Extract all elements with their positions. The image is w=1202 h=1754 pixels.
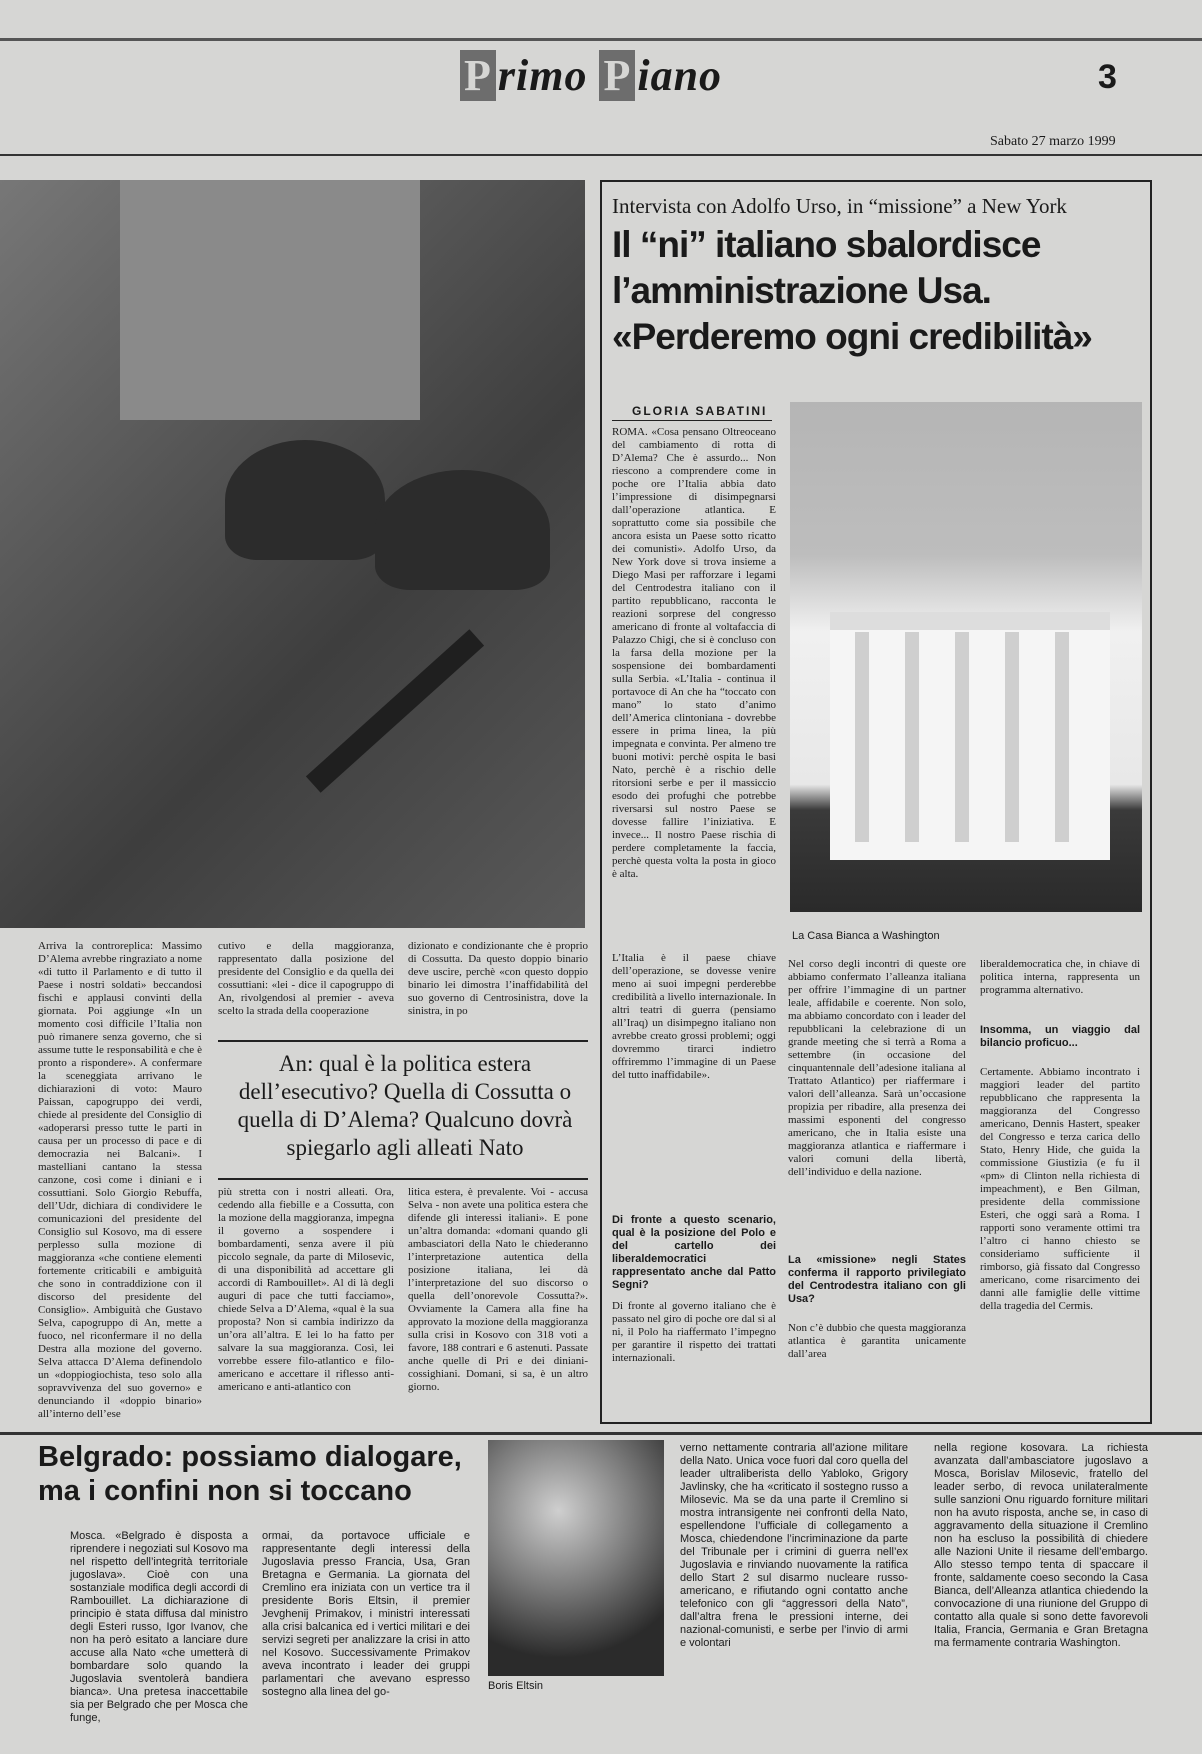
column-shape	[1005, 632, 1019, 842]
interview-answer-2: Non c’è dubbio che questa maggioranza atlantica è garantita unicamente dall’area	[788, 1322, 966, 1360]
helmet-shape	[375, 470, 550, 590]
header-rule	[0, 154, 1202, 156]
masthead-cap-p2: P	[599, 50, 635, 101]
white-house-photo	[790, 402, 1142, 912]
interview-col2: L’Italia è il paese chiave dell’operazione, se dovesse venire meno ai suoi impegni perderebbe credibilità a livello internazionale. In altri teatri di guerra (pensiamo all’Iraq) un disimpegno italiano non avrebbe creato grossi problemi; oggi dovremmo tirarci indietro offriremmo l’immagine di un Paese del tutto inaffidabile».	[612, 952, 776, 1081]
issue-date: Sabato 27 marzo 1999	[990, 134, 1116, 149]
interview-col1: ROMA. «Cosa pensano Oltreoceano del cambiamento di rotta di D’Alema? Che è assurdo... Non riescono a comprendere come in poche ore l’Italia abbia dato l’impressione di disimpegnarsi dall’operazione atlantica. E soprattutto come sia possibile che ancora esista un Paese sotto ricatto dei comunisti». Adolfo Urso, da New York dove si trova insieme a Diego Masi per rafforzare i legami del Centrodestra italiano con il partito repubblicano, racconta le reazioni sorprese del congresso americano di fronte al voltafaccia di Palazzo Chigi, che si è concluso con la farsa della mozione per la sospensione dei bombardamenti sulla Serbia. «L’Italia - continua il portavoce di An che ha “toccato con mano” lo stato d’animo dell’America clintoniana - dovrebbe essere in prima linea, la più impegnata e convinta. Per almeno tre buoni motivi: perchè ospita le basi Nato, perchè è a rischio delle ritorsioni serbe e per il massiccio esodo dei profughi che potrebbe riversarsi sul nostro Paese se dovesse fallire l’iniziativa. E invece... Il nostro Paese rischia di perdere completamente la faccia, perchè questa volta la posta in gioco è alta.	[612, 426, 776, 880]
eltsin-photo	[488, 1440, 664, 1676]
interview-col4a: liberaldemocratica che, in chiave di politica interna, rappresenta un programma alternativo.	[980, 958, 1140, 996]
white-house-caption: La Casa Bianca a Washington	[792, 930, 940, 942]
article-kicker: Intervista con Adolfo Urso, in “missione” a New York	[612, 194, 1067, 218]
left-article-col2-top: cutivo e della maggioranza, rappresentato dalla posizione del presidente del Consiglio e da quella dei cossuttiani: «lei - dice il capogruppo di An, rivolgendosi al premier - aveva scelto la strada della cooperazione	[218, 940, 394, 1017]
bottom-article-col1: Mosca. «Belgrado è disposta a riprendere i negoziati sul Kosovo ma nel rispetto dell’integrità territoriale jugoslava». Cioè con una sostanziale modifica degli accordi di Rambouillet. La dichiarazione di principio è stata diffusa dal ministro degli Esteri russo, Igor Ivanov, che non ha però esitato a lanciare dure accuse alla Nato «che umetterà di bombardare solo quando la Jugoslavia sventolerà bandiera bianca». Una pretesa inaccettabile sia per Belgrado che per Mosca che funge,	[70, 1530, 248, 1724]
top-rule	[0, 38, 1202, 41]
section-masthead	[460, 50, 722, 101]
pullquote-rule-top	[218, 1040, 588, 1042]
interview-question-3: Insomma, un viaggio dal bilancio proficuo...	[980, 1024, 1140, 1049]
masthead-word2: iano	[637, 51, 723, 100]
column-shape	[1055, 632, 1069, 842]
interview-question-2: La «missione» negli States conferma il rapporto privilegiato del Centrodestra italiano con gli Usa?	[788, 1254, 966, 1305]
interview-question-1: Di fronte a questo scenario, qual è la posizione del Polo e del cartello dei liberaldemocratici rappresentato anche dal Patto Segni?	[612, 1214, 776, 1291]
left-article-col2-bottom: più stretta con i nostri alleati. Ora, cedendo alla fiebille e a Cossutta, con la mozione della maggioranza, impegna il governo a sospendere i bombardamenti, senza avere il più piccolo segnale, da parte di Milosevic, di una disponibilità ad accettare gli accordi di Rambouillet». Al di là degli auguri di pace che tutti facciamo», chiede Selva a D’Alema, «qual è la sua proposta? Non si cambia indirizzo da un’ora all’altra. E lei lo ha fatto per salvare la sua maggioranza. Così, lei vorrebbe essere filo-atlantico e filo-americano e accettare il riflesso anti-americano e anti-atlantico con	[218, 1186, 394, 1393]
bottom-article-col4: nella regione kosovara. La richiesta avanzata dall’ambasciatore jugoslavo a Mosca, Borislav Milosevic, fratello del leader serbo, di revoca unilateralmente sulle sanzioni Onu riguardo forniture militari non ha avuto risposta, anche se, in caso di aggravamento della situazione il Cremlino non ha escluso la possibilità di chiedere alle Nazioni Unite il riesame dell’embargo. Allo stesso tempo tenta di spaccare il fronte, saldamente coeso secondo la Casa Bianca, dell’Alleanza atlantica chiedendo la convocazione di una riunione del Gruppo di contatto alla quale si sono dette favorevoli Italia, Francia, Germania e Gran Bretagna ma fermamente contraria Washington.	[934, 1442, 1148, 1649]
byline-rule	[612, 420, 772, 421]
column-shape	[855, 632, 869, 842]
bottom-article-col2: ormai, da portavoce ufficiale e rappresentante degli interessi della Jugoslavia presso Francia, Usa, Gran Bretagna e Germania. La giornata del Cremlino era iniziata con un vertice tra il presidente Boris Eltsin, il premier Jevghenij Primakov, i ministri interessati alla crisi balcanica ed i vertici militari e dei servizi segreti per analizzare la crisi in atto nel Kosovo. Successivamente Primakov aveva incontrato i leader dei gruppi parlamentari che avevano espresso sostegno alla linea del go-	[262, 1530, 470, 1698]
article-headline: Il “ni” italiano sbalordisce l’amministrazione Usa. «Perderemo ogni credibilità»	[612, 224, 1092, 357]
eltsin-caption: Boris Eltsin	[488, 1680, 544, 1692]
interview-answer-1: Di fronte al governo italiano che è passato nel giro di poche ore dal sì al ni, il Polo ha riaffermato l’impegno per garantire il rispetto dei trattati internazionali.	[612, 1300, 776, 1364]
interview-col4b: Certamente. Abbiamo incontrato i maggiori leader del partito repubblicano che rappresenta la maggioranza del Congresso americano, Dennis Hastert, speaker del Congresso e terza carica dello Stato, Henry Hide, che guida la commissione Giustizia (e fu il «pm» di Clinton nella richiesta di impeachment), e Ben Gilman, presidente della commissione Esteri, che oggi sarà a Roma. I rapporti sono veramente ottimi tra l’altro ci hanno chiesto se consideriamo sufficiente il rimborso, già fissato dal Congresso americano, come risarcimento dei danni alle famiglie delle vittime della tragedia del Cermis.	[980, 1066, 1140, 1312]
interview-col3: Nel corso degli incontri di queste ore abbiamo confermato l’alleanza italiana per offrire l’immagine di un partner leale, affidabile e coerente. Non solo, ma abbiamo concordato con i leader del repubblicani la celebrazione di un grande meeting che si terrà a Roma a settembre (in occasione del cinquantennale dell’adesione italiana al Trattato Atlantico) per riaffermare i valori dell’alleanza. Sarà un’occasione propizia per ribadire, alla presenza dei massimi esponenti del congresso americano, che in Italia esiste una maggioranza atlantica e riaffermare i valori comuni della libertà, dell’individuo e della nazione.	[788, 958, 966, 1178]
bottom-article-col3: verno nettamente contraria all’azione militare della Nato. Unica voce fuori dal coro quella del leader ultraliberista dello Yabloko, Grigory Javlinsky, che ha «criticato il sostegno russo a Milosevic. Ma se da una parte il Cremlino si mostra intransigente nei confronti della Nato, espellendone l’ufficiale di collegamento a Mosca, chiedendone l’incriminazione da parte del Tribunale per i crimini di guerra nell’ex Jugoslavia e rinviando nuovamente la ratifica dello Start 2 sul disarmo nucleare russo-americano, e rifiutando ogni contatto anche telefonico con gli “aggressori della Nato”, dall’altra frena le pressioni interne, dei nazional-comunisti, e serbe per l’invio di armi e volontari	[680, 1442, 908, 1649]
left-article-col3-top: dizionato e condizionante che è proprio di Cossutta. Da questo doppio binario deve uscire, perchè «con questo doppio binario lei dimostra l’inaffidabilità del suo governo di Centrosinistra, dove la sinistra, in po	[408, 940, 588, 1017]
bottom-article-headline: Belgrado: possiamo dialogare, ma i confini non si toccano	[38, 1441, 462, 1507]
column-shape	[955, 632, 969, 842]
masthead-word1: rimo	[497, 51, 588, 100]
masthead-cap-p1: P	[460, 50, 496, 101]
left-article-col1: Arriva la controreplica: Massimo D’Alema avrebbe ringraziato a nome «di tutto il Parlamento e di tutto il Paese i nostri soldati» beccandosi fischi e applausi convinti della giornata. Poi aggiunge «In un momento così difficile l’Italia non può rimanere senza governo, che si assume tutte le responsabilità e che è pronto a rispondere». A confermare la sceneggiata arrivano le dichiarazioni di voto: Mauro Paissan, capogruppo dei verdi, chiede al presidente del Consiglio di «adoperarsi presso tutte le parti in causa per un processo di pace e di democrazia nei Balcani». I mastelliani cantano la stessa canzone, così come i diniani e i cossuttiani. Solo Giorgio Rebuffa, dell’Udr, dichiara di condividere le comunicazioni del presidente del Consiglio sul Kosovo, ma di essere perplesso sulla mozione di maggioranza «che contiene elementi fortemente criticabili e ambiguità che sono in contraddizione con il discorso del presidente del Consiglio». Ambiguità che Gustavo Selva, capogruppo di An, mette a fuoco, nel riconfermare il no della Destra alla mozione del governo. Selva attacca D’Alema definendolo un «doppiogiochista, teso solo alla sopravvivenza del suo governo» e denunciando il «doppio binario» all’interno dell’ese	[38, 940, 202, 1420]
pullquote: An: qual è la politica estera dell’esecutivo? Quella di Cossutta o quella di D’Alema? Qualcuno dovrà spiegarlo agli alleati Nato	[237, 1051, 573, 1160]
soldiers-photo	[0, 180, 585, 928]
page-number: 3	[1098, 58, 1117, 96]
left-article-col3-bottom: litica estera, è prevalente. Voi - accusa Selva - non avete una politica estera che difende gli interessi italiani». E pone un’altra domanda: «domani quando gli ambasciatori della Nato le chiederanno l’interpretazione autentica della posizione italiana, lei dà l’interpretazione del suo discorso o quella dell’onorevole Cossutta?». Ovviamente la Camera alla fine ha approvato la mozione della maggioranza sulla crisi in Kosovo con 318 voti a favore, 188 contrari e 6 astenuti. Passate anche quelle di Pri e dei diniani-cossighiani. Domani, si sa, è un altro giorno.	[408, 1186, 588, 1393]
bottom-section-rule	[0, 1432, 1202, 1435]
helmet-shape	[225, 440, 385, 560]
pullquote-rule-bottom	[218, 1178, 588, 1180]
byline: GLORIA SABATINI	[632, 404, 768, 418]
rifle-shape	[306, 629, 484, 793]
column-shape	[905, 632, 919, 842]
bus-shape	[120, 180, 420, 420]
